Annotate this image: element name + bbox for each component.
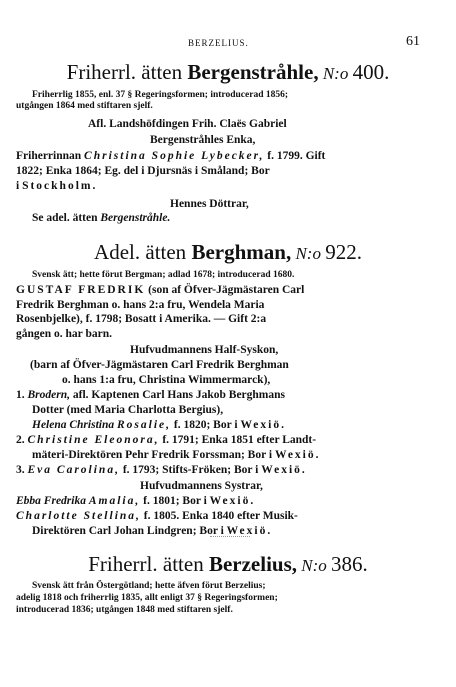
subheading: Hufvudmannens Half-Syskon, (130, 344, 279, 356)
entry-line: Dotter (med Maria Charlotta Bergius), (32, 404, 224, 416)
heading-prefix: Friherrl. ätten (66, 60, 188, 84)
section-divider (210, 536, 250, 537)
text: f. 1791; Enka 1851 efter Landt- (159, 434, 317, 446)
person-name: GUSTAF FREDRIK (16, 284, 146, 296)
entry-line: (barn af Öfver-Jägmästaren Carl Fredrik Berghman (30, 359, 289, 371)
person-name: Ebba Fredrika (16, 495, 89, 507)
entry-line: Bergenstråhles Enka, (150, 134, 256, 146)
text: mäteri-Direktören Pehr Fredrik Forssman; Bor i (32, 449, 275, 461)
family-name: Berzelius, (208, 552, 298, 576)
number-label: N:o (291, 244, 326, 263)
intro-line: Svensk ätt från Östergötland; hette äfven förut Berzelius; (32, 581, 266, 591)
entry-line (16, 434, 316, 446)
person-name: Rosalie, (117, 419, 172, 431)
text: Direktören Carl Johan Lindgren; Bor i (32, 525, 227, 537)
running-head: BERZELIUS. (188, 38, 249, 48)
family-number: 400. (352, 60, 390, 84)
text: Friherrinnan (16, 150, 85, 162)
place: Wexiö. (261, 464, 307, 476)
entry-line (16, 389, 285, 401)
item-number: 2. (16, 434, 28, 446)
entry-line: Afl. Landshöfdingen Frih. Claës Gabriel (88, 118, 287, 130)
cross-reference: Bergenstråhle. (100, 212, 171, 224)
family-number: 922. (325, 240, 362, 264)
entry-line: gången o. har barn. (16, 328, 112, 340)
text: i (16, 180, 23, 192)
number-label: N:o (297, 556, 332, 575)
person-name: Christine Eleonora, (27, 434, 160, 446)
entry-line: Rosenbjelke), f. 1798; Bosatt i Amerika. — Gift 2:a (16, 313, 267, 325)
place: Wexiö. (226, 525, 273, 537)
person-name: Helena Christina (32, 419, 117, 431)
intro-line: introducerad 1836; utgången 1848 med stiftaren sjelf. (16, 605, 233, 615)
family-number: 386. (331, 552, 368, 576)
text: (son af Öfver-Jägmästaren Carl (145, 284, 305, 296)
place: Wexiö. (274, 449, 321, 461)
entry-line (16, 180, 97, 192)
place: Wexiö. (209, 495, 256, 507)
text: f. 1805. Enka 1840 efter Musik- (140, 510, 298, 522)
person-name: Eva Carolina, (27, 464, 120, 476)
entry-line: 1822; Enka 1864; Eg. del i Djursnäs i Småland; Bor (16, 165, 270, 177)
subheading: Hufvudmannens Systrar, (140, 480, 263, 492)
item-number: 3. (16, 464, 28, 476)
family-name: Bergenstråhle, (187, 60, 319, 84)
text: f. 1799. Gift (264, 150, 326, 162)
text: f. 1820; Bor i (171, 419, 241, 431)
entry-line (16, 464, 307, 476)
entry-line (32, 419, 286, 431)
person-name: Charlotte Stellina, (16, 510, 141, 522)
entry-line (16, 510, 298, 522)
heading-prefix: Friherrl. ätten (88, 552, 209, 576)
text: f. 1793; Stifts-Fröken; Bor i (119, 464, 262, 476)
section-heading (0, 240, 456, 265)
entry-line (32, 449, 321, 461)
number-label: N:o (318, 64, 353, 83)
entry-line: Fredrik Berghman o. hans 2:a fru, Wendela Maria (16, 299, 265, 311)
intro-line: Svensk ätt; hette förut Bergman; adlad 1678; introducerad 1680. (32, 270, 295, 280)
place: Stockholm. (22, 180, 98, 192)
entry-line: o. hans 1:a fru, Christina Wimmermarck), (62, 374, 271, 386)
text: Se adel. ätten (32, 212, 101, 224)
person-name: Amalia, (88, 495, 141, 507)
family-name: Berghman, (191, 240, 292, 264)
text: afl. Kaptenen Carl Hans Jakob Berghmans (70, 389, 286, 401)
intro-line: adelig 1818 och friherrlig 1835, allt enligt 37 § Regeringsformen; (16, 593, 278, 603)
intro-line: Friherrlig 1855, enl. 37 § Regeringsformen; introducerad 1856; (32, 90, 289, 100)
place: Wexiö. (240, 419, 286, 431)
section-heading (0, 552, 456, 577)
entry-line (32, 212, 170, 224)
heading-prefix: Adel. ätten (94, 240, 192, 264)
text: f. 1801; Bor i (140, 495, 210, 507)
entry-line (16, 150, 325, 162)
section-heading (0, 60, 456, 85)
person-name: Christina Sophie Lybecker, (84, 150, 265, 162)
entry-line (16, 284, 304, 296)
item-number: 1. (16, 389, 28, 401)
relation: Brodern, (27, 389, 70, 401)
intro-line: utgången 1864 med stiftaren sjelf. (16, 101, 153, 111)
subheading: Hennes Döttrar, (170, 198, 249, 210)
page-number: 61 (406, 34, 420, 49)
entry-line (16, 495, 255, 507)
